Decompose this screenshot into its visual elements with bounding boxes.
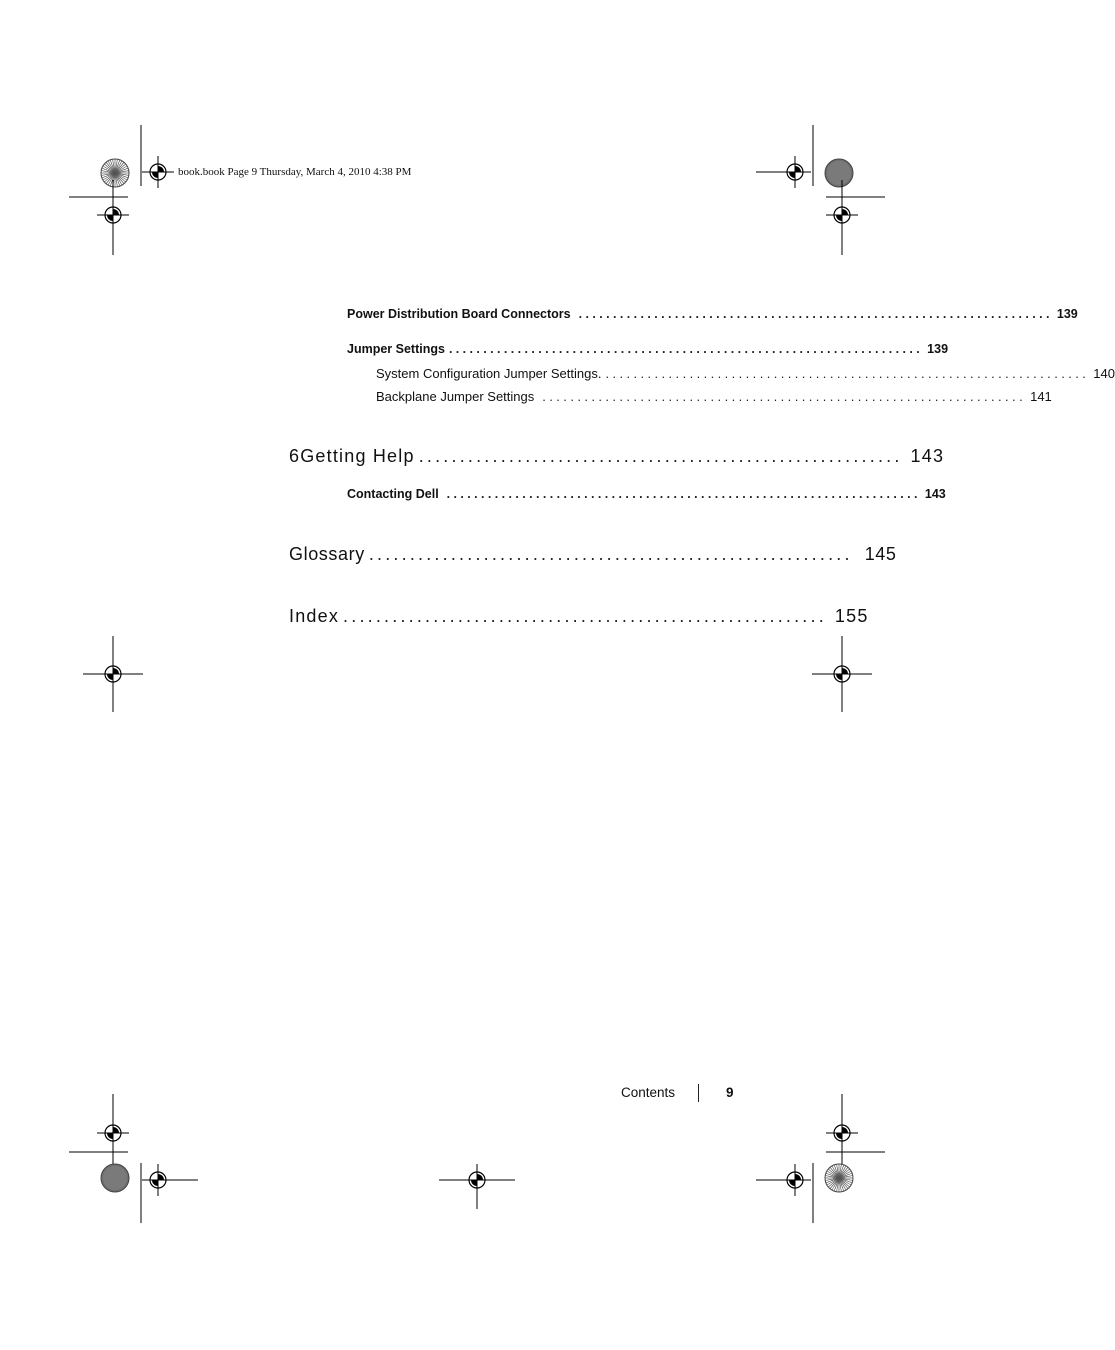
crop-mark-icon bbox=[841, 180, 843, 255]
crop-mark-icon bbox=[812, 125, 814, 186]
gray-dot-icon bbox=[100, 1163, 130, 1193]
crop-mark-icon bbox=[812, 673, 872, 675]
crop-mark-icon bbox=[756, 171, 806, 173]
header-note: book.book Page 9 Thursday, March 4, 2010 4:38 PM bbox=[178, 166, 412, 178]
crop-mark-icon bbox=[83, 673, 143, 675]
crop-mark-icon bbox=[439, 1179, 515, 1181]
toc-entry-contacting-dell[interactable] bbox=[347, 487, 946, 501]
toc-entry-system-config-jumper[interactable] bbox=[376, 366, 1115, 381]
toc-entry-label: Jumper Settings bbox=[347, 342, 445, 356]
toc-chapter-label: Glossary bbox=[289, 544, 365, 564]
toc-entry-label: Power Distribution Board Connectors bbox=[347, 307, 571, 321]
toc-chapter-label: Getting Help bbox=[300, 446, 415, 466]
crop-mark-icon bbox=[69, 196, 128, 198]
toc-leader-dots: ..................................................................... bbox=[578, 307, 1053, 321]
toc-leader-dots: ..................................................................... bbox=[605, 366, 1090, 381]
toc-leader-dots: ..................................................................... bbox=[448, 342, 924, 356]
toc-chapter-page: 145 bbox=[864, 544, 897, 564]
toc-entry-jumper-settings[interactable] bbox=[347, 342, 949, 356]
toc-entry-backplane-jumper[interactable] bbox=[376, 389, 1052, 404]
crop-mark-icon bbox=[756, 1179, 806, 1181]
crop-mark-icon bbox=[826, 1151, 885, 1153]
starburst-icon bbox=[824, 1163, 854, 1193]
crop-mark-icon bbox=[145, 1179, 198, 1181]
chapter-number: 6 bbox=[289, 446, 301, 466]
crop-mark-icon bbox=[826, 196, 885, 198]
toc-leader-dots: ........................................................... bbox=[343, 606, 827, 626]
toc-entry-page: 143 bbox=[924, 487, 946, 501]
registration-mark-icon bbox=[142, 156, 174, 188]
toc-entry-page: 139 bbox=[1056, 307, 1078, 321]
crop-mark-icon bbox=[476, 1165, 478, 1209]
toc-chapter-label: Index bbox=[289, 606, 340, 626]
toc-chapter-glossary[interactable] bbox=[289, 544, 897, 565]
footer-page-number: 9 bbox=[726, 1085, 734, 1100]
crop-mark-icon bbox=[69, 1151, 128, 1153]
toc-chapter-page: 143 bbox=[910, 446, 945, 466]
toc-entry-label: Contacting Dell bbox=[347, 487, 439, 501]
crop-mark-icon bbox=[112, 180, 114, 255]
toc-entry-label: System Configuration Jumper Settings. bbox=[376, 366, 602, 381]
toc-entry-label: Backplane Jumper Settings bbox=[376, 389, 535, 404]
toc-chapter-index[interactable] bbox=[289, 606, 869, 627]
toc-entry-page: 141 bbox=[1030, 389, 1052, 404]
footer-section-label: Contents bbox=[621, 1085, 676, 1100]
crop-mark-icon bbox=[112, 1094, 114, 1170]
toc-chapter-getting-help[interactable] bbox=[289, 446, 945, 467]
toc-chapter-page: 155 bbox=[834, 606, 869, 626]
toc-leader-dots: ........................................................... bbox=[368, 544, 853, 564]
footer-divider bbox=[698, 1084, 699, 1102]
crop-mark-icon bbox=[841, 1094, 843, 1170]
toc-leader-dots: ..................................................................... bbox=[446, 487, 921, 501]
toc-leader-dots: ..................................................................... bbox=[542, 389, 1027, 404]
starburst-icon bbox=[100, 158, 130, 188]
toc-entry-power-distribution[interactable] bbox=[347, 307, 1078, 321]
toc-entry-page: 139 bbox=[927, 342, 949, 356]
crop-mark-icon bbox=[812, 1163, 814, 1223]
gray-dot-icon bbox=[824, 158, 854, 188]
toc-leader-dots: ........................................................... bbox=[418, 446, 903, 466]
toc-entry-page: 140 bbox=[1093, 366, 1115, 381]
